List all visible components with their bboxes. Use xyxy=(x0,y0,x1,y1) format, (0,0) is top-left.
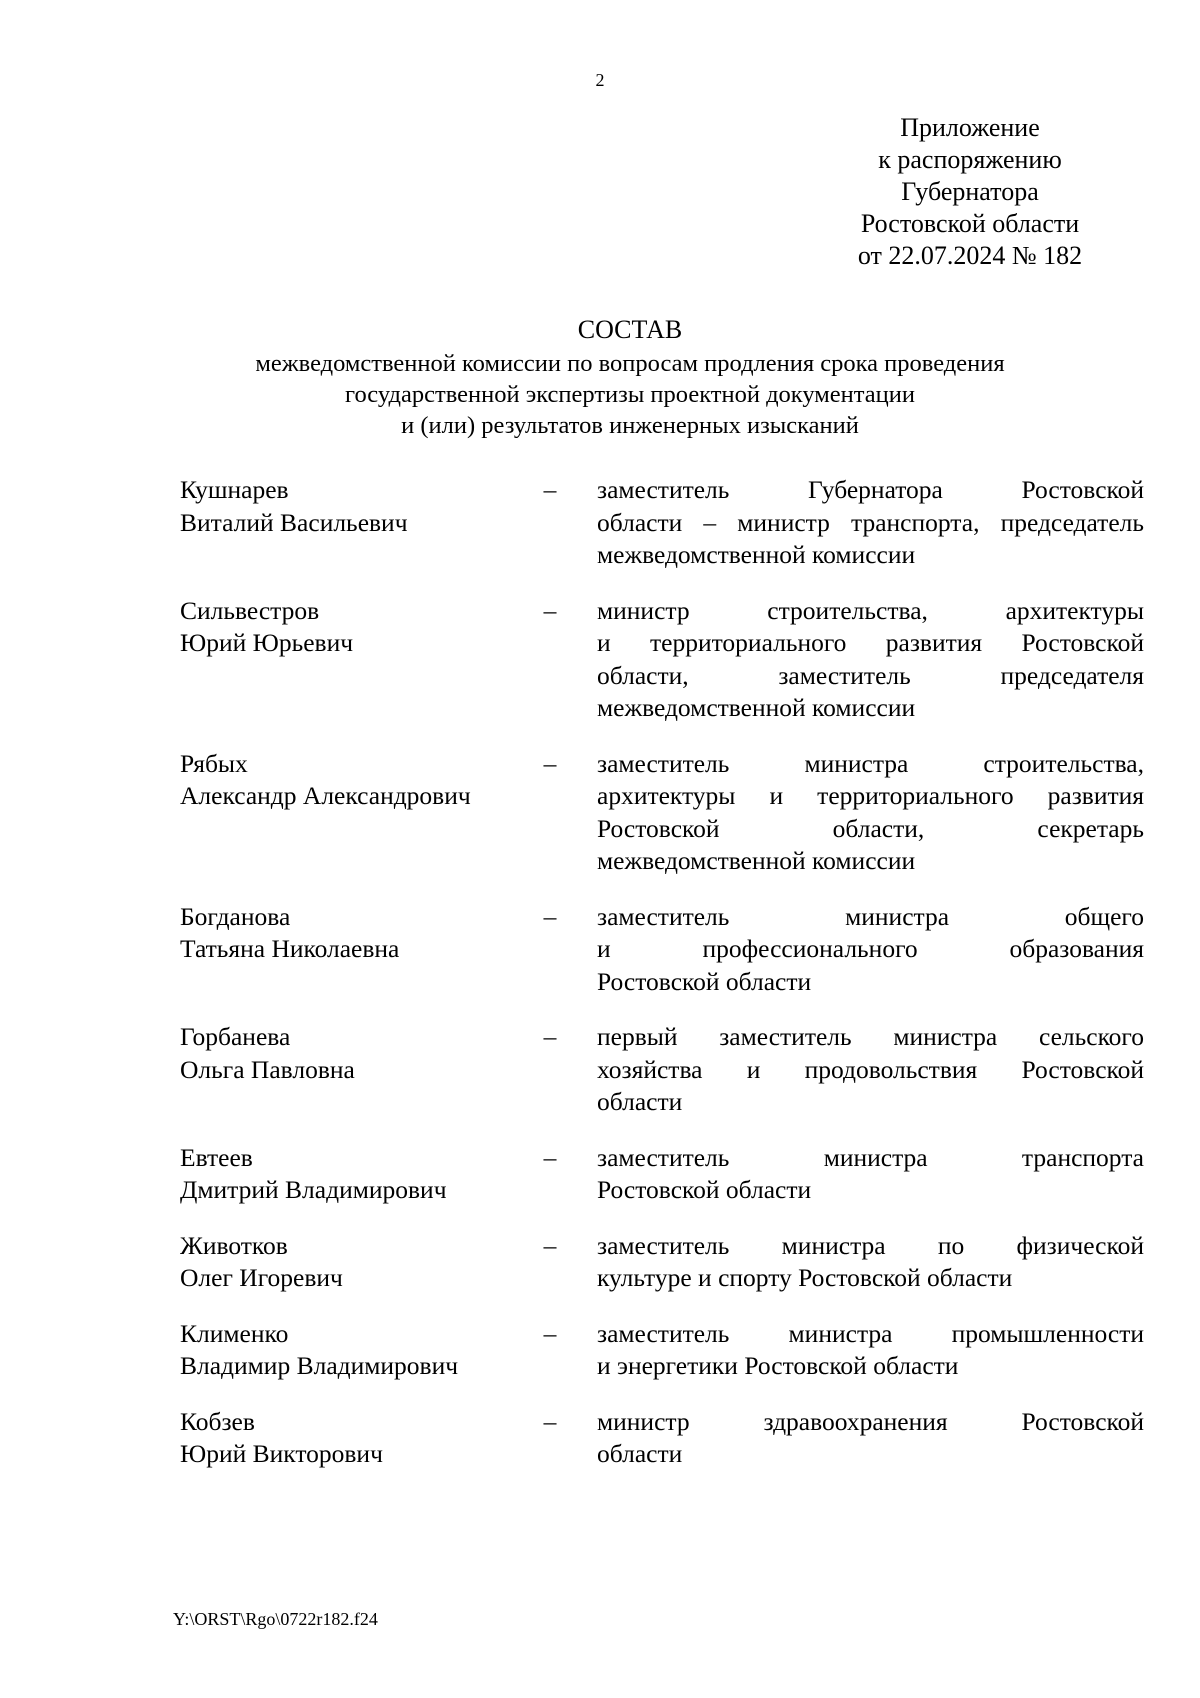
dash-separator: – xyxy=(543,1142,557,1172)
member-given-names: Татьяна Николаевна xyxy=(180,934,400,963)
member-name xyxy=(180,1406,520,1471)
role-line: и профессионального образования xyxy=(597,934,1144,963)
member-entry xyxy=(180,474,1144,572)
dash-separator: – xyxy=(543,1318,557,1348)
subtitle-line: и (или) результатов инженерных изысканий xyxy=(401,412,859,439)
member-given-names: Виталий Васильевич xyxy=(180,507,408,537)
member-role xyxy=(597,1021,1144,1119)
dash-separator: – xyxy=(543,1406,557,1436)
member-given-names: Александр Александрович xyxy=(180,781,471,810)
member-given-names: Олег Игоревич xyxy=(180,1263,343,1292)
member-surname: Горбанева xyxy=(180,1022,291,1051)
member-given-names: Юрий Юрьевич xyxy=(180,628,354,657)
role-line: и энергетики Ростовской области xyxy=(597,1351,959,1380)
member-surname: Рябых xyxy=(180,748,248,778)
dash-separator: – xyxy=(543,1022,557,1051)
dash-separator: – xyxy=(543,595,557,625)
role-line: культуре и спорту Ростовской области xyxy=(597,1263,1013,1292)
approval-block xyxy=(820,112,1120,272)
member-name xyxy=(180,1142,520,1207)
role-line: области – министр транспорта, председатель xyxy=(597,507,1144,537)
role-line: хозяйства и продовольствия Ростовской xyxy=(597,1054,1144,1084)
member-role xyxy=(597,474,1144,572)
member-given-names: Дмитрий Владимирович xyxy=(180,1175,447,1204)
role-line: Ростовской области xyxy=(597,966,812,996)
role-line: министр строительства, архитектуры xyxy=(597,595,1144,625)
approval-line: Губернатора xyxy=(901,177,1039,206)
dash-separator: – xyxy=(543,475,557,504)
role-line: архитектуры и территориального развития xyxy=(597,781,1144,810)
subtitle-line: межведомственной комиссии по вопросам продления срока проведения xyxy=(255,350,1005,377)
member-role xyxy=(597,748,1144,878)
role-line: межведомственной комиссии xyxy=(597,846,916,875)
member-entry xyxy=(180,1230,1144,1295)
member-entry xyxy=(180,901,1144,999)
member-name xyxy=(180,474,520,539)
approval-date-number: от 22.07.2024 № 182 xyxy=(857,241,1083,270)
member-given-names: Ольга Павловна xyxy=(180,1054,355,1084)
subtitle-line: государственной экспертизы проектной документации xyxy=(345,381,915,408)
member-name xyxy=(180,748,520,813)
role-line: министр здравоохранения Ростовской xyxy=(597,1406,1144,1436)
approval-line: к распоряжению xyxy=(878,145,1062,174)
member-surname: Кушнарев xyxy=(180,475,289,504)
role-line: и территориального развития Ростовской xyxy=(597,628,1144,657)
role-line: заместитель министра транспорта xyxy=(597,1142,1144,1172)
member-name xyxy=(180,1230,520,1295)
members-list xyxy=(180,474,1144,1471)
member-surname: Сильвестров xyxy=(180,595,320,625)
page-number: 2 xyxy=(595,70,605,90)
dash-separator: – xyxy=(543,1230,557,1260)
title-block xyxy=(0,313,1200,441)
member-role xyxy=(597,1318,1144,1383)
member-entry xyxy=(180,1318,1144,1383)
member-role xyxy=(597,1142,1144,1207)
role-line: области, заместитель председателя xyxy=(597,660,1144,690)
role-line: заместитель Губернатора Ростовской xyxy=(597,475,1144,504)
role-line: заместитель министра по физической xyxy=(597,1230,1144,1260)
document-title: СОСТАВ xyxy=(577,315,683,344)
role-line: области xyxy=(597,1439,683,1468)
role-line: заместитель министра промышленности xyxy=(597,1318,1144,1348)
member-role xyxy=(597,1406,1144,1471)
file-path: Y:\ORST\Rgo\0722r182.f24 xyxy=(173,1609,378,1629)
role-line: Ростовской области, секретарь xyxy=(597,813,1144,843)
role-line: заместитель министра строительства, xyxy=(597,748,1144,778)
member-entry xyxy=(180,1406,1144,1471)
member-surname: Богданова xyxy=(180,901,291,931)
member-surname: Животков xyxy=(180,1230,288,1260)
member-given-names: Владимир Владимирович xyxy=(180,1351,459,1380)
member-surname: Евтеев xyxy=(180,1142,253,1172)
role-line: области xyxy=(597,1087,683,1116)
role-line: заместитель министра общего xyxy=(597,901,1144,931)
member-name xyxy=(180,1021,520,1086)
member-entry xyxy=(180,748,1144,878)
role-line: межведомственной комиссии xyxy=(597,693,916,722)
member-role xyxy=(597,901,1144,999)
document-subtitle xyxy=(60,348,1200,441)
member-name xyxy=(180,1318,520,1383)
member-role xyxy=(597,1230,1144,1295)
member-entry xyxy=(180,1021,1144,1119)
member-name xyxy=(180,901,520,966)
member-given-names: Юрий Викторович xyxy=(180,1439,383,1468)
approval-line: Ростовской области xyxy=(860,209,1080,238)
dash-separator: – xyxy=(543,748,557,778)
member-surname: Кобзев xyxy=(180,1406,255,1436)
role-line: первый заместитель министра сельского xyxy=(597,1022,1144,1051)
member-name xyxy=(180,595,520,660)
member-role xyxy=(597,595,1144,725)
member-surname: Клименко xyxy=(180,1318,289,1348)
member-entry xyxy=(180,595,1144,725)
role-line: Ростовской области xyxy=(597,1175,812,1204)
dash-separator: – xyxy=(543,901,557,931)
role-line: межведомственной комиссии xyxy=(597,540,916,569)
approval-line: Приложение xyxy=(900,113,1040,142)
member-entry xyxy=(180,1142,1144,1207)
